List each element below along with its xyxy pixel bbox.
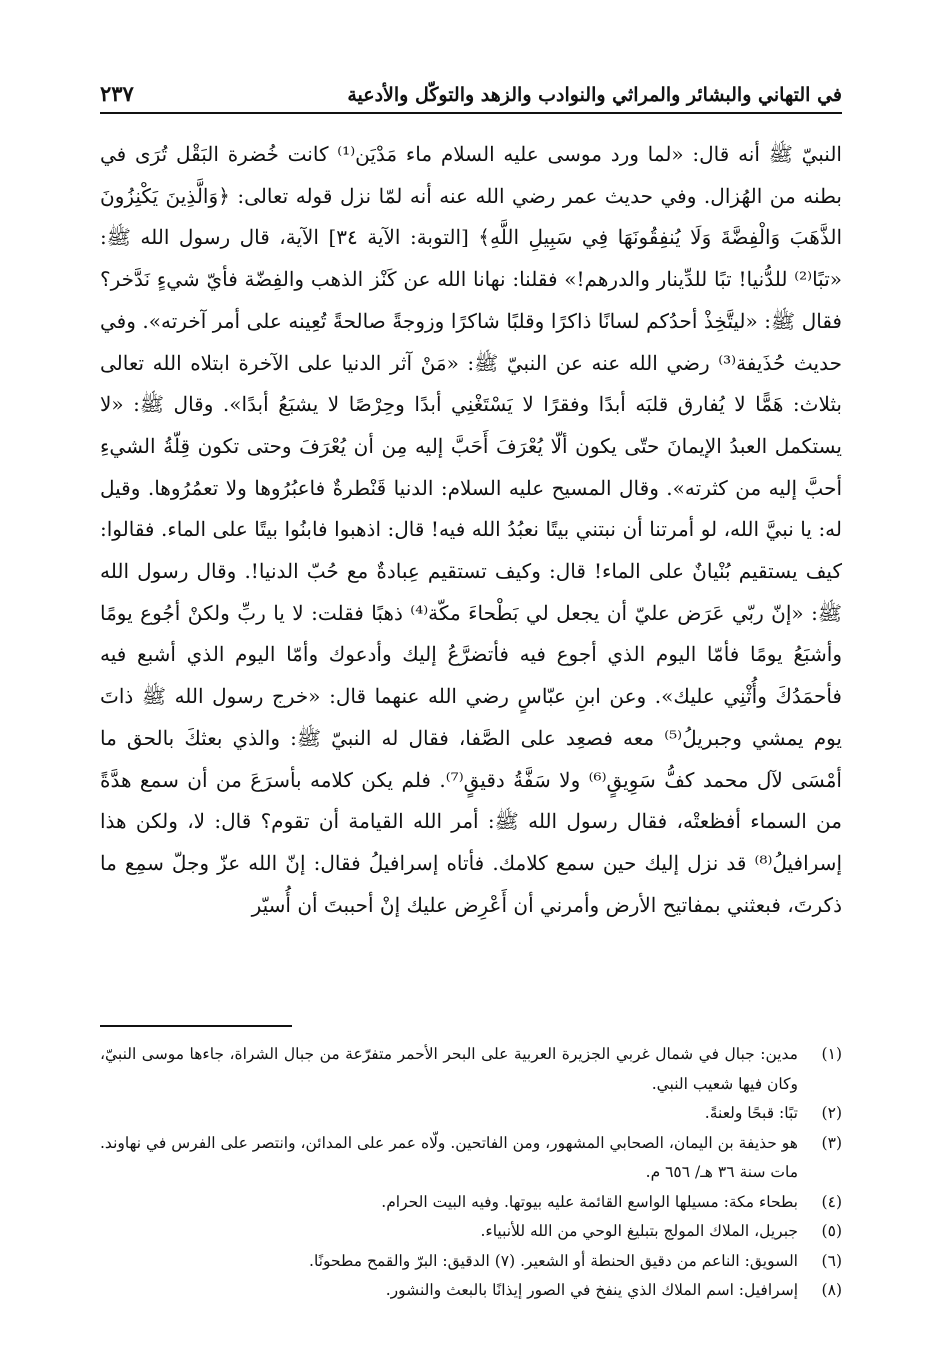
- footnote-text: هو حذيفة بن اليمان، الصحابي المشهور، ومن الفاتحين. ولّاه عمر على المدائن، وانتصر على الفرس في نهاوند. مات سنة ٣٦ هـ/ ٦٥٦ م.: [100, 1133, 798, 1181]
- footnote: [100, 1276, 842, 1306]
- body-paragraph: النبيّ ﷺ أنه قال: «لما ورد موسى عليه السلام ماء مَدْيَن⁽¹⁾ كانت خُضرة البَقْل تُرَى في بطنه من الهُزال. وفي حديث عمر رضي الله عنه أنه لمّا نزل قوله تعالى: ﴿وَالَّذِينَ يَكْنِزُونَ الذَّهَبَ وَالْفِضَّةَ وَلَا يُنفِقُونَهَا فِي سَبِيلِ اللَّهِ﴾ [التوبة: الآية ٣٤] الآية، قال رسول الله ﷺ: «تبًا⁽²⁾ للدُّنيا! تبًا للدِّينار والدرهم!» فقلنا: نهانا الله عن كَنْز الذهب والفِضّة فأيّ شيءٍ نَدَّخر؟ فقال ﷺ: «ليتَّخِذْ أحدُكم لسانًا ذاكرًا وقلبًا شاكرًا وزوجةً صالحةً تُعِينه على أمر آخرته». وفي حديث حُذَيفة⁽³⁾ رضي الله عنه عن النبيّ ﷺ: «مَنْ آثر الدنيا على الآخرة ابتلاه الله تعالى بثلاث: هَمًّا لا يُفارق قلبَه أبدًا وفقرًا لا يَسْتَغْنِي أبدًا وحِرْصًا لا يشبَعُ أبدًا». وقال ﷺ: «لا يستكمل العبدُ الإيمانَ حتّى يكون ألّا يُعْرَفَ أَحَبَّ إليه مِن أن يُعْرَفَ وحتى تكون قِلّةُ الشيءِ أحبَّ إليه من كثرته». وقال المسيح عليه السلام: الدنيا قَنْطرةٌ فاعبُرُوها ولا تعمُرُوها. وقيل له: يا نبيَّ الله، لو أمرتنا أن نبتني بيتًا نعبُدُ الله فيه! قال: اذهبوا فابنُوا بيتًا على الماء. فقالوا: كيف يستقيم بُنْيانٌ على الماء! قال: وكيف تستقيم عِبادةٌ مع حُبّ الدنيا!. وقال رسول الله ﷺ: «إنّ ربّي عَرَض عليّ أن يجعل لي بَطْحاءَ مكّة⁽⁴⁾ ذهبًا فقلت: لا يا ربِّ ولكنْ أجُوع يومًا وأشبَعُ يومًا فأمّا اليوم الذي أجوع فيه فأتضرَّعُ إليك وأدعوك وأمّا اليوم الذي أشبع فيه فأحمَدُكَ وأُثْنِي عليك». وعن ابنِ عبّاسٍ رضي الله عنهما قال: «خرج رسول الله ﷺ ذاتَ يوم يمشي وجبريلُ⁽⁵⁾ معه فصعِد على الصَّفا، فقال له النبيّ ﷺ: والذي بعثكَ بالحق ما أمْسَى لآل محمد كفُّ سَوِيقٍ⁽⁶⁾ ولا سَفَّةُ دقيقٍ⁽⁷⁾. فلم يكن كلامه بأسرَعَ من أن سمع هدَّةً من السماء أفظعتْه، فقال رسول الله ﷺ: أمر الله القيامة أن تقوم؟ قال: لا، ولكن هذا إسرافيلُ⁽⁸⁾ قد نزل إليك حين سمع كلامك. فأتاه إسرافيلُ فقال: إنّ الله عزّ وجلّ سمِع ما ذكرتَ، فبعثني بمفاتيح الأرض وأمرني أن أَعْرِض عليك إنْ أحببتَ أن أُسيّر: [100, 142, 843, 917]
- footnote-text: تبًا: قبحًا ولعنةً.: [704, 1104, 798, 1122]
- footnote-text: مدين: جبال في شمال غربي الجزيرة العربية على البحر الأحمر متفرّعة من جبال الشراة، جاءها موسى النبيّ، وكان فيها شعيب النبي.: [100, 1045, 798, 1093]
- running-title: في التهاني والبشائر والمراثي والنوادب والزهد والتوكّل والأدعية: [347, 84, 842, 106]
- footnote-text: جبريل، الملاك المولج بتبليغ الوحي من الله للأنبياء.: [480, 1222, 798, 1240]
- page-header: [100, 78, 842, 114]
- footnote: [100, 1129, 842, 1188]
- footnote-number: (٣): [821, 1133, 842, 1152]
- footnote-number: (٤): [821, 1192, 842, 1211]
- footnotes-list: [100, 1040, 842, 1306]
- footnote: [100, 1099, 842, 1129]
- main-text: [100, 134, 842, 926]
- footnote-text: بطحاء مكة: مسيلها الواسع القائمة عليه بيوتها. وفيه البيت الحرام.: [381, 1192, 798, 1211]
- footnote-number: (٥): [821, 1222, 842, 1240]
- page-number: ٢٣٧: [100, 81, 134, 106]
- footnote-separator: [100, 1025, 292, 1027]
- footnote: [100, 1040, 842, 1099]
- footnote-number: (٦): [821, 1251, 842, 1270]
- footnote-number: (٢): [821, 1104, 842, 1122]
- footnote-number: (١): [821, 1045, 842, 1063]
- footnote: [100, 1217, 842, 1247]
- footnote-text: إسرافيل: اسم الملاك الذي ينفخ في الصور إيذانًا بالبعث والنشور.: [385, 1281, 798, 1299]
- footnote: [100, 1247, 842, 1277]
- footnote-number: (٨): [821, 1281, 842, 1299]
- footnote: [100, 1188, 842, 1218]
- footnote-text: السويق: الناعم من دقيق الحنطة أو الشعير. (٧) الدقيق: البرّ والقمح مطحونًا.: [309, 1251, 798, 1270]
